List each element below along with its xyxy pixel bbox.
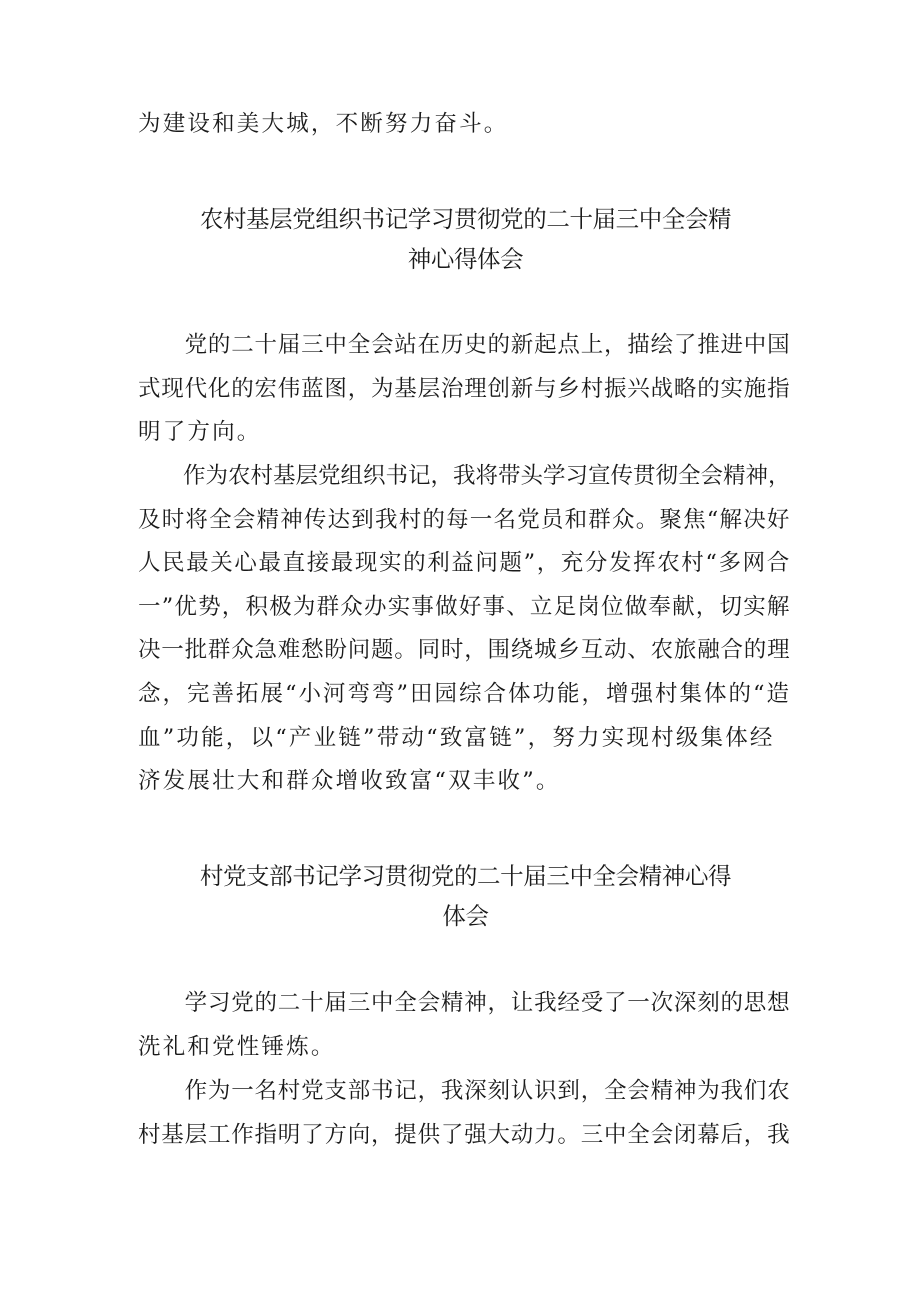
text-line: 明了方向。 — [138, 419, 262, 446]
section1-paragraph-2 — [138, 455, 793, 804]
text-line: 作为农村基层党组织书记，我将带头学习宣传贯彻全会精神， — [138, 463, 791, 489]
text-line: 村基层工作指明了方向，提供了强大动力。三中全会闭幕后，我 — [138, 1121, 791, 1148]
section2-paragraph-1 — [138, 982, 793, 1069]
title-line: 体会 — [442, 902, 489, 930]
text-line: 为建设和美大城，不断努力奋斗。 — [138, 111, 509, 137]
intro-paragraph — [138, 103, 793, 147]
title-line: 村党支部书记学习贯彻党的二十届三中全会精神心得 — [199, 862, 732, 890]
section1-paragraph-1 — [138, 324, 793, 455]
text-line: 济发展壮大和群众增收致富“双丰收”。 — [138, 768, 561, 795]
section1-title — [138, 199, 793, 279]
text-line: 作为一名村党支部书记，我深刻认识到，全会精神为我们农 — [138, 1078, 791, 1104]
text-line: 决一批群众急难愁盼问题。同时，围绕城乡互动、农旅融合的理 — [138, 637, 791, 664]
section2-title — [138, 856, 793, 936]
text-line: 一”优势，积极为群众办实事做好事、立足岗位做奉献，切实解 — [138, 593, 791, 620]
title-line: 神心得体会 — [407, 245, 524, 273]
title-line: 农村基层党组织书记学习贯彻党的二十届三中全会精 — [199, 205, 732, 233]
section2-paragraph-2 — [138, 1070, 793, 1157]
text-line: 人民最关心最直接最现实的利益问题”，充分发挥农村“多网合 — [138, 550, 791, 577]
text-line: 学习党的二十届三中全会精神，让我经受了一次深刻的思想 — [138, 990, 791, 1016]
text-line: 洗礼和党性锤炼。 — [138, 1033, 336, 1060]
text-line: 念，完善拓展“小河弯弯”田园综合体功能，增强村集体的“造 — [138, 680, 792, 707]
text-line: 血”功能，以“产业链”带动“致富链”，努力实现村级集体经 — [138, 724, 775, 751]
text-line: 及时将全会精神传达到我村的每一名党员和群众。聚焦“解决好 — [138, 506, 791, 533]
text-line: 式现代化的宏伟蓝图，为基层治理创新与乡村振兴战略的实施指 — [138, 375, 791, 402]
text-line: 党的二十届三中全会站在历史的新起点上，描绘了推进中国 — [138, 332, 791, 358]
